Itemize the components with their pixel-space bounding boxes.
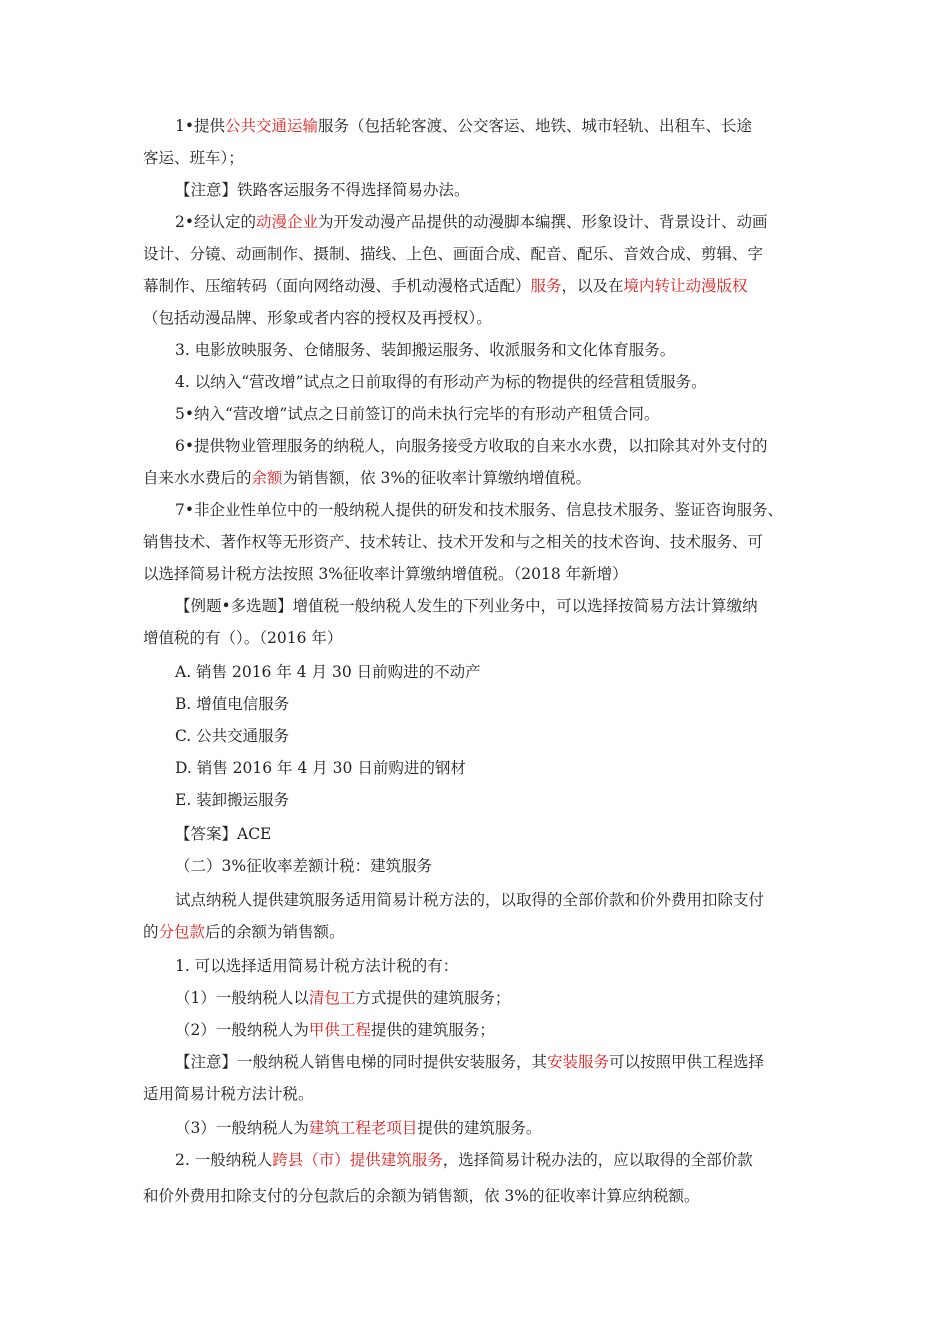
highlight-installation: 安装服务 <box>547 1053 610 1071</box>
text: ，选择简易计税办法的，应以取得的全部价款 <box>442 1151 753 1169</box>
sub-item-3 <box>143 1112 865 1144</box>
highlight-old-project: 建筑工程老项目 <box>308 1119 418 1137</box>
paragraph-3-line-2: 和价外费用扣除支付的分包款后的余额为销售额，依 3%的征收率计算应纳税额。 <box>143 1187 700 1205</box>
text: 为开发动漫产品提供的动漫脚本编撰、形象设计、背景设计、动画 <box>318 213 768 231</box>
highlight-balance: 余额 <box>251 469 283 487</box>
item-6-line-1: 6•提供物业管理服务的纳税人，向服务接受方收取的自来水水费，以扣除其对外支付的 <box>175 437 768 455</box>
text: 【注意】一般纳税人销售电梯的同时提供安装服务，其 <box>175 1053 548 1071</box>
highlight-labor-only: 清包工 <box>308 989 356 1007</box>
paragraph-1-line-2 <box>143 916 833 948</box>
item-7-line-1: 7•非企业性单位中的一般纳税人提供的研发和技术服务、信息技术服务、鉴证咨询服务、 <box>175 501 784 519</box>
note-2-line-2: 适用简易计税方法计税。 <box>143 1085 314 1103</box>
paragraph-1-line-1: 试点纳税人提供建筑服务适用简易计税方法的，以取得的全部价款和价外费用扣除支付 <box>175 891 765 909</box>
paragraph-3-line-1 <box>143 1144 865 1176</box>
item-5: 5•纳入“营改增”试点之日前签订的尚未执行完毕的有形动产租赁合同。 <box>175 405 660 423</box>
highlight-subcontract: 分包款 <box>158 923 206 941</box>
highlight-cross-county: 跨县（市）提供建筑服务 <box>272 1151 443 1169</box>
text: （3）一般纳税人为 <box>175 1119 309 1137</box>
item-4: 4. 以纳入“营改增”试点之日前取得的有形动产为标的物提供的经营租赁服务。 <box>175 373 707 391</box>
note-2-line-1 <box>143 1046 865 1078</box>
option-b: B. 增值电信服务 <box>175 695 290 713</box>
sub-item-1 <box>143 982 865 1014</box>
sub-item-2 <box>143 1014 865 1046</box>
text: 1•提供 <box>175 117 226 135</box>
text: 提供的建筑服务。 <box>417 1119 542 1137</box>
highlight-copyright-transfer: 境内转让动漫版权 <box>623 277 748 295</box>
text: 的 <box>143 923 159 941</box>
text: 方式提供的建筑服务； <box>355 989 511 1007</box>
item-6-line-2 <box>143 462 833 494</box>
paragraph-2: 1. 可以选择适用简易计税方法计税的有： <box>175 957 459 975</box>
text: 可以按照甲供工程选择 <box>609 1053 765 1071</box>
highlight-public-transport: 公共交通运输 <box>225 117 319 135</box>
item-2-line-3 <box>143 270 833 302</box>
item-1-line-2: 客运、班车）； <box>143 149 244 167</box>
item-2-line-2: 设计、分镜、动画制作、摄制、描线、上色、画面合成、配音、配乐、音效合成、剪辑、字 <box>143 245 764 263</box>
item-2-line-4: （包括动漫品牌、形象或者内容的授权及再授权）。 <box>143 309 492 327</box>
option-c: C. 公共交通服务 <box>175 727 290 745</box>
text: 提供的建筑服务； <box>370 1021 495 1039</box>
item-2-line-1 <box>143 206 865 238</box>
option-a: A. 销售 2016 年 4 月 30 日前购进的不动产 <box>175 663 481 681</box>
text: 自来水水费后的 <box>143 469 252 487</box>
highlight-service: 服务 <box>530 277 562 295</box>
section-heading-2: （二）3%征收率差额计税：建筑服务 <box>175 857 433 875</box>
answer: 【答案】ACE <box>175 825 272 843</box>
option-d: D. 销售 2016 年 4 月 30 日前购进的钢材 <box>175 759 466 777</box>
text: （1）一般纳税人以 <box>175 989 309 1007</box>
item-7-line-2: 销售技术、著作权等无形资产、技术转让、技术开发和与之相关的技术咨询、技术服务、可 <box>143 533 764 551</box>
option-e: E. 装卸搬运服务 <box>175 791 290 809</box>
text: ，以及在 <box>561 277 624 295</box>
text: 后的余额为销售额。 <box>205 923 345 941</box>
note-1: 【注意】铁路客运服务不得选择简易办法。 <box>175 181 470 199</box>
text: 幕制作、压缩转码（面向网络动漫、手机动漫格式适配） <box>143 277 531 295</box>
example-question-line-1: 【例题•多选题】增值税一般纳税人发生的下列业务中，可以选择按简易方法计算缴纳 <box>175 597 758 615</box>
text: 服务（包括轮客渡、公交客运、地铁、城市轻轨、出租车、长途 <box>318 117 753 135</box>
highlight-animation-enterprise: 动漫企业 <box>256 213 319 231</box>
item-1-line-1 <box>143 110 865 142</box>
text: （2）一般纳税人为 <box>175 1021 309 1039</box>
text: 为销售额，依 3%的征收率计算缴纳增值税。 <box>282 469 592 487</box>
highlight-owner-supplied: 甲供工程 <box>308 1021 371 1039</box>
text: 2•经认定的 <box>175 213 257 231</box>
example-question-line-2: 增值税的有（）。（2016 年） <box>143 629 343 647</box>
item-7-line-3: 以选择简易计税方法按照 3%征收率计算缴纳增值税。（2018 年新增） <box>143 565 628 583</box>
text: 2. 一般纳税人 <box>175 1151 273 1169</box>
item-3: 3. 电影放映服务、仓储服务、装卸搬运服务、收派服务和文化体育服务。 <box>175 341 676 359</box>
